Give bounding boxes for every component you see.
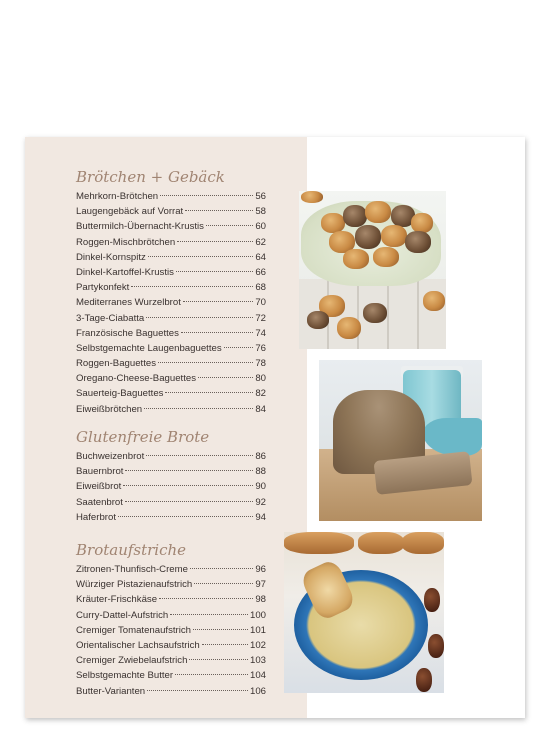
entry-page: 92 bbox=[255, 496, 266, 508]
leader-dots bbox=[123, 485, 253, 486]
toc-entry bbox=[76, 280, 266, 295]
entry-page: 106 bbox=[249, 685, 266, 697]
entry-page: 80 bbox=[255, 373, 266, 385]
leader-dots bbox=[146, 317, 253, 318]
roll bbox=[411, 213, 433, 233]
toc-entry bbox=[76, 479, 266, 494]
roll bbox=[363, 303, 387, 323]
entry-page: 86 bbox=[255, 451, 266, 462]
entry-page: 58 bbox=[255, 206, 266, 218]
leader-dots bbox=[177, 241, 253, 242]
entry-label: Selbstgemachte Butter bbox=[76, 670, 174, 682]
entry-page: 68 bbox=[255, 282, 266, 294]
section-title: Brötchen + Gebäck bbox=[76, 168, 225, 186]
entry-page: 90 bbox=[255, 481, 266, 493]
toc-entry bbox=[76, 668, 266, 683]
toc-entry bbox=[76, 562, 266, 577]
leader-dots bbox=[146, 455, 253, 456]
entry-page: 82 bbox=[255, 388, 266, 400]
entry-label: Roggen-Mischbrötchen bbox=[76, 236, 176, 248]
entry-label: Dinkel-Kornspitz bbox=[76, 251, 146, 263]
entry-label: Selbstgemachte Laugenbaguettes bbox=[76, 342, 222, 354]
toc-entry bbox=[76, 250, 266, 265]
leader-dots bbox=[193, 629, 248, 630]
entry-page: 102 bbox=[249, 639, 266, 651]
toc-entry bbox=[76, 311, 266, 326]
entry-page: 64 bbox=[255, 251, 266, 263]
entry-page: 88 bbox=[255, 466, 266, 478]
date-fruit bbox=[424, 588, 440, 612]
roll bbox=[381, 225, 407, 247]
entry-label: Mediterranes Wurzelbrot bbox=[76, 297, 181, 309]
roll bbox=[307, 311, 329, 329]
entry-label: Bauernbrot bbox=[76, 466, 124, 478]
entry-page: 94 bbox=[255, 511, 266, 523]
date-fruit bbox=[416, 668, 432, 692]
baguette bbox=[284, 532, 354, 554]
entry-page: 76 bbox=[255, 342, 266, 354]
photo-rolls-bowl bbox=[299, 191, 446, 349]
entry-label: Buttermilch-Übernacht-Krustis bbox=[76, 221, 204, 233]
roll bbox=[321, 213, 345, 233]
leader-dots bbox=[224, 347, 254, 348]
entry-page: 101 bbox=[249, 624, 266, 636]
toc-section-glutenfrei bbox=[76, 427, 266, 525]
leader-dots bbox=[144, 408, 253, 409]
section-title: Brotaufstriche bbox=[76, 541, 187, 559]
toc-entry bbox=[76, 495, 266, 510]
roll bbox=[343, 249, 369, 269]
entry-label: Eiweißbrötchen bbox=[76, 403, 143, 415]
roll bbox=[373, 247, 399, 267]
book-page bbox=[25, 137, 525, 718]
toc-entry bbox=[76, 592, 266, 607]
entry-label: Orientalischer Lachsaufstrich bbox=[76, 639, 200, 651]
baguette bbox=[402, 532, 444, 554]
entry-label: Eiweißbrot bbox=[76, 481, 122, 493]
toc-entry bbox=[76, 219, 266, 234]
entry-label: Sauerteig-Baguettes bbox=[76, 388, 164, 400]
toc-entry bbox=[76, 386, 266, 401]
entry-label: Cremiger Zwiebelaufstrich bbox=[76, 655, 188, 667]
entry-page: 98 bbox=[255, 594, 266, 606]
toc-entry bbox=[76, 265, 266, 280]
roll bbox=[405, 231, 431, 253]
toc-list bbox=[76, 189, 266, 417]
toc-list bbox=[76, 449, 266, 525]
toc-entry bbox=[76, 341, 266, 356]
entry-label: Zitronen-Thunfisch-Creme bbox=[76, 564, 188, 575]
entry-label: Roggen-Baguettes bbox=[76, 358, 157, 370]
leader-dots bbox=[131, 286, 253, 287]
leader-dots bbox=[183, 301, 253, 302]
leader-dots bbox=[202, 644, 248, 645]
leader-dots bbox=[147, 690, 248, 691]
photo-sliced-loaf bbox=[319, 360, 482, 521]
entry-label: Buchweizenbrot bbox=[76, 451, 145, 462]
leader-dots bbox=[148, 256, 253, 257]
leader-dots bbox=[194, 583, 253, 584]
entry-label: 3-Tage-Ciabatta bbox=[76, 312, 145, 324]
roll bbox=[423, 291, 445, 311]
entry-label: Kräuter-Frischkäse bbox=[76, 594, 158, 606]
leader-dots bbox=[125, 470, 253, 471]
entry-page: 66 bbox=[255, 266, 266, 278]
toc-entry bbox=[76, 577, 266, 592]
roll bbox=[337, 317, 361, 339]
entry-page: 84 bbox=[255, 403, 266, 415]
entry-label: Butter-Varianten bbox=[76, 685, 146, 697]
roll bbox=[301, 191, 323, 203]
date-fruit bbox=[428, 634, 444, 658]
roll bbox=[343, 205, 367, 227]
leader-dots bbox=[125, 501, 253, 502]
leader-dots bbox=[175, 674, 248, 675]
entry-page: 96 bbox=[255, 564, 266, 575]
toc-list bbox=[76, 562, 266, 699]
toc-panel bbox=[25, 137, 307, 718]
leader-dots bbox=[158, 362, 253, 363]
toc-entry bbox=[76, 464, 266, 479]
entry-page: 72 bbox=[255, 312, 266, 324]
toc-entry bbox=[76, 510, 266, 525]
baguette bbox=[358, 532, 404, 554]
leader-dots bbox=[170, 614, 248, 615]
entry-label: Würziger Pistazienaufstrich bbox=[76, 579, 193, 591]
entry-label: Oregano-Cheese-Baguettes bbox=[76, 373, 196, 385]
toc-entry bbox=[76, 638, 266, 653]
entry-page: 78 bbox=[255, 358, 266, 370]
toc-entry bbox=[76, 449, 266, 464]
entry-page: 103 bbox=[249, 655, 266, 667]
toc-entry bbox=[76, 608, 266, 623]
toc-entry bbox=[76, 204, 266, 219]
section-title: Glutenfreie Brote bbox=[76, 428, 210, 446]
entry-label: Laugengebäck auf Vorrat bbox=[76, 206, 184, 218]
leader-dots bbox=[190, 568, 253, 569]
leader-dots bbox=[198, 377, 253, 378]
toc-section-aufstriche bbox=[76, 540, 266, 699]
entry-label: Haferbrot bbox=[76, 511, 116, 523]
entry-label: Curry-Dattel-Aufstrich bbox=[76, 609, 169, 621]
toc-entry bbox=[76, 189, 266, 204]
entry-page: 70 bbox=[255, 297, 266, 309]
leader-dots bbox=[206, 225, 253, 226]
toc-entry bbox=[76, 684, 266, 699]
entry-page: 60 bbox=[255, 221, 266, 233]
leader-dots bbox=[160, 195, 253, 196]
toc-entry bbox=[76, 326, 266, 341]
toc-entry bbox=[76, 295, 266, 310]
entry-page: 74 bbox=[255, 327, 266, 339]
entry-label: Dinkel-Kartoffel-Krustis bbox=[76, 266, 174, 278]
toc-entry bbox=[76, 235, 266, 250]
entry-label: Saatenbrot bbox=[76, 496, 123, 508]
toc-entry bbox=[76, 653, 266, 668]
photo-spread-bowl bbox=[284, 532, 444, 693]
leader-dots bbox=[165, 392, 253, 393]
entry-label: Cremiger Tomatenaufstrich bbox=[76, 624, 191, 636]
leader-dots bbox=[189, 659, 248, 660]
leader-dots bbox=[159, 598, 253, 599]
entry-label: Mehrkorn-Brötchen bbox=[76, 191, 159, 202]
toc-entry bbox=[76, 623, 266, 638]
toc-section-broetchen bbox=[76, 167, 266, 417]
leader-dots bbox=[118, 516, 253, 517]
toc-entry bbox=[76, 371, 266, 386]
entry-page: 97 bbox=[255, 579, 266, 591]
entry-label: Partykonfekt bbox=[76, 282, 130, 294]
leader-dots bbox=[176, 271, 253, 272]
entry-page: 62 bbox=[255, 236, 266, 248]
leader-dots bbox=[181, 332, 253, 333]
entry-page: 104 bbox=[249, 670, 266, 682]
entry-page: 100 bbox=[249, 609, 266, 621]
toc-entry bbox=[76, 356, 266, 371]
toc-entry bbox=[76, 402, 266, 417]
roll bbox=[365, 201, 391, 223]
entry-label: Französische Baguettes bbox=[76, 327, 179, 339]
entry-page: 56 bbox=[255, 191, 266, 202]
roll bbox=[355, 225, 381, 249]
leader-dots bbox=[185, 210, 253, 211]
